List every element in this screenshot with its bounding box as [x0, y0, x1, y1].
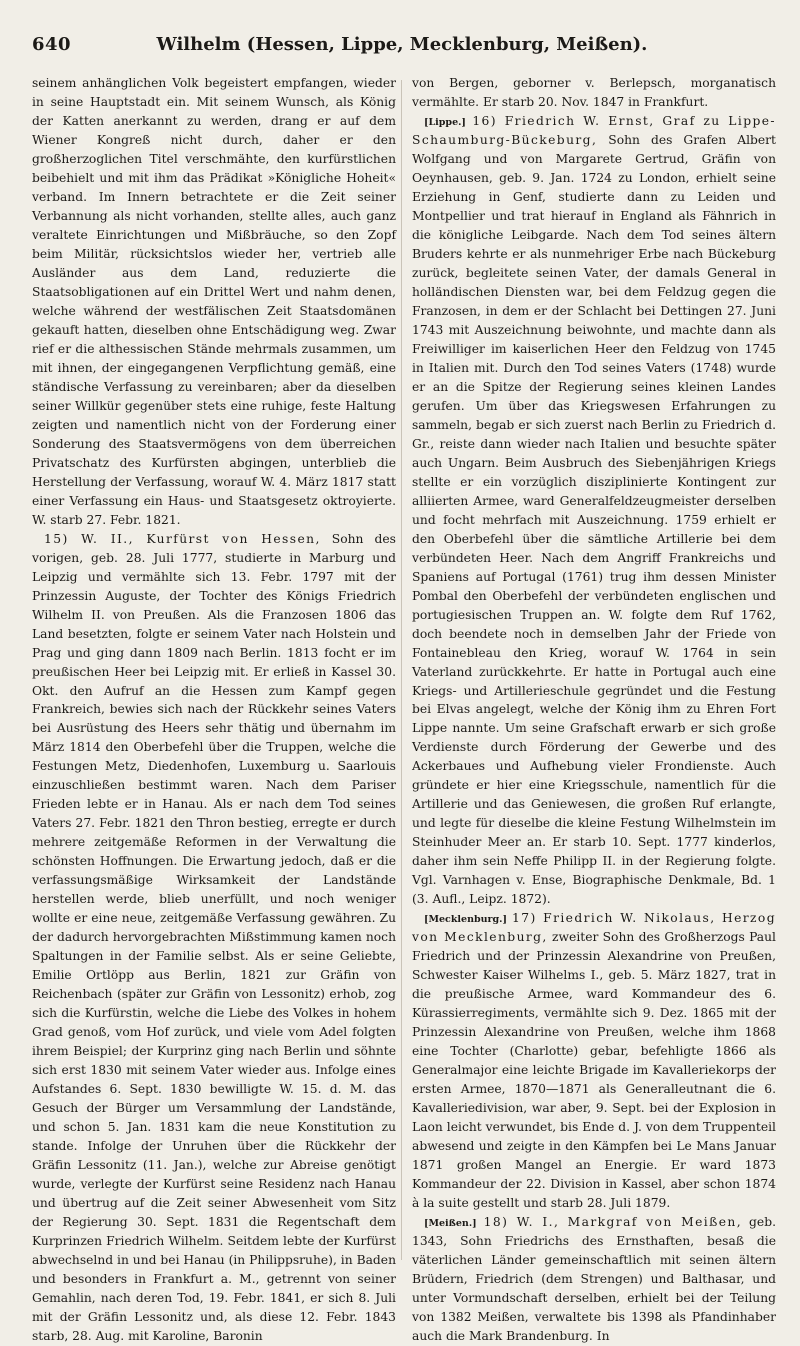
entry-17: [412, 909, 776, 1213]
entry-16-heading: 16) Friedrich W. Ernst, Graf zu Lippe-Schaumburg-Bückeburg,: [412, 113, 776, 147]
section-tag-mecklenburg: [Mecklenburg.]: [424, 914, 507, 926]
section-tag-meissen: [Meißen.]: [424, 1218, 477, 1230]
entry-16-text: Sohn des Grafen Albert Wolfgang und von Margarete Gertrud, Gräfin von Oeynhausen, geb. 9. Jan. 1724 zu London, erhielt seine Erziehung in Genf, studierte dann zu Leiden und Montpellier und trat hierauf in England als Fähnrich in die königliche Leibgarde. Nach dem Tod seines ältern Bruders kehrte er als nunmehriger Erbe nach Bückeburg zurück, begleitete seinen Vater, der damals General in holländischen Diensten war, bei dem Feldzug gegen die Franzosen, in dem er der Schlacht bei Dettingen 27. Juni 1743 mit Auszeichnung beiwohnte, und machte dann als Freiwilliger im kaiserlichen Heer den Feldzug von 1745 in Italien mit. Durch den Tod seines Vaters (1748) wurde er an die Spitze der Regierung seines kleinen Landes gerufen. Um über das Kriegswesen Erfahrungen zu sammeln, begab er sich zuerst nach Berlin zu Friedrich d. Gr., reiste dann wieder nach Italien und besuchte später auch Ungarn. Beim Ausbruch des Siebenjährigen Kriegs stellte er ein vorzüglich disziplinierte Kontingent zur alliierten Armee, ward Generalfeldzeugmeister derselben und focht mehrfach mit Auszeichnung. 1759 erhielt er den Oberbefehl über die sämtliche Artillerie bei dem verbündeten Heer. Nach dem Angriff Frankreichs und Spaniens auf Portugal (1761) trug ihm dessen Minister Pombal den Oberbefehl der verbündeten englischen und portugiesischen Truppen an. W. folgte dem Ruf 1762, doch beendete noch in demselben Jahr der Friede von Fontainebleau den Krieg, worauf W. 1764 in sein Vaterland zurückkehrte. Er hatte in Portugal auch eine Kriegs- und Artillerieschule gegründet und die Festung bei Elvas angelegt, welche der König ihm zu Ehren Fort Lippe nannte. Um seine Grafschaft erwarb er sich große Verdienste durch Förderung der Gewerbe und des Ackerbaues und Aufhebung vieler Frondienste. Auch gründete er hier eine Kriegsschule, namentlich für die Artillerie und das Geniewesen, die großen Ruf erlangte, und legte für dieselbe die kleine Festung Wilhelmstein im Steinhuder Meer an. Er starb 10. Sept. 1777 kinderlos, daher ihm sein Neffe Philipp II. in der Regierung folgte. Vgl. Varnhagen v. Ense, Biographische Denkmale, Bd. 1 (3. Aufl., Leipz. 1872).: [412, 132, 776, 907]
entry-18-text: geb. 1343, Sohn Friedrichs des Ernsthaften, besaß die väterlichen Länder gemeinschaftlich mit seinen ältern Brüdern, Friedrich (dem Strengen) und Balthasar, und unter Vormundschaft derselben, erhielt bei der Teilung von 1382 Meißen, verwaltete bis 1398 als Pfandinhaber auch die Mark Brandenburg. In: [412, 1215, 776, 1343]
entry-15: [32, 530, 396, 1346]
entry-17-text: zweiter Sohn des Großherzogs Paul Friedrich und der Prinzessin Alexandrine von Preußen, Schwester Kaiser Wilhelms I., geb. 5. März 1827, trat in die preußische Armee, ward Kommandeur des 6. Kürassierregiments, vermählte sich 9. Dez. 1865 mit der Prinzessin Alexandrine von Preußen, welche ihm 1868 eine Tochter (Charlotte) gebar, befehligte 1866 als Generalmajor eine leichte Brigade im Kavalleriekorps der ersten Armee, 1870—1871 als Generalleutnant die 6. Kavalleriedivision, war aber, 9. Sept. bei der Explosion in Laon leicht verwundet, bis Ende d. J. von dem Truppenteil abwesend und zeigte in den Kämpfen bei Le Mans Januar 1871 großen Mangel an Energie. Er ward 1873 Kommandeur der 22. Division in Kassel, aber schon 1874 à la suite gestellt und starb 28. Juli 1879.: [412, 930, 776, 1211]
page-number: 640: [32, 34, 72, 55]
page-header: [32, 34, 772, 64]
entry-16: [412, 112, 776, 909]
entry-18: [412, 1213, 776, 1346]
entry-14-continuation: seinem anhänglichen Volk begeistert empfangen, wieder in seine Hauptstadt ein. Mit seinem Wunsch, als König der Katten anerkannt zu werden, drang er auf dem Wiener Kongreß nicht durch, daher er den großherzoglichen Titel verschmähte, den kurfürstlichen beibehielt und mit ihm das Prädikat »Königliche Hoheit« verband. Im Innern betrachtete er die Zeit seiner Verbannung als nicht vorhanden, stellte alles, auch ganz veraltete Einrichtungen und Mißbräuche, so den Zopf beim Militär, rücksichtslos wieder her, vertrieb alle Ausländer aus dem Land, reduzierte die Staatsobligationen auf ein Drittel Wert und nahm denen, welche während der westfälischen Zeit Staatsdomänen gekauft hatten, dieselben ohne Entschädigung weg. Zwar rief er die althessischen Stände mehrmals zusammen, um mit ihnen, der eingegangenen Verpflichtung gemäß, eine ständische Verfassung zu vereinbaren; aber da dieselben seiner Willkür gegenüber stets eine ruhige, feste Haltung zeigten und namentlich nicht von der Forderung einer Sonderung des Staatsvermögens von dem überreichen Privatschatz des Kurfürsten abgingen, unterblieb die Herstellung der Verfassung, worauf W. 4. März 1817 statt einer Verfassung ein Haus- und Staatsgesetz oktroyierte. W. starb 27. Febr. 1821.: [32, 76, 396, 527]
text-columns: [32, 74, 776, 1343]
entry-18-heading: 18) W. I., Markgraf von Meißen,: [483, 1215, 743, 1230]
entry-15-heading: 15) W. II., Kurfürst von Hessen,: [44, 531, 321, 546]
section-tag-lippe: [Lippe.]: [424, 116, 466, 128]
right-column: [412, 74, 776, 1343]
running-title: Wilhelm (Hessen, Lippe, Mecklenburg, Meißen).: [156, 34, 648, 55]
entry-17-heading: 17) Friedrich W. Nikolaus, Herzog von Mecklenburg,: [412, 911, 776, 945]
left-column: [32, 74, 396, 1343]
entry-15-text: Sohn des vorigen, geb. 28. Juli 1777, studierte in Marburg und Leipzig und vermählte sich 13. Febr. 1797 mit der Prinzessin Auguste, der Tochter des Königs Friedrich Wilhelm II. von Preußen. Als die Franzosen 1806 das Land besetzten, folgte er seinem Vater nach Holstein und Prag und ging dann 1809 nach Berlin. 1813 focht er im preußischen Heer bei Leipzig mit. Er erließ in Kassel 30. Okt. den Aufruf an die Hessen zum Kampf gegen Frankreich, bewies sich nach der Rückkehr seines Vaters bei Ausrüstung des Heers sehr thätig und übernahm im März 1814 den Oberbefehl über die Truppen, welche die Festungen Metz, Diedenhofen, Luxemburg u. Saarlouis einzuschließen bestimmt waren. Nach dem Pariser Frieden lebte er in Hanau. Als er nach dem Tod seines Vaters 27. Febr. 1821 den Thron bestieg, erregte er durch mehrere zeitgemäße Reformen in der Verwaltung die schönsten Hoffnungen. Die Erwartung jedoch, daß er die verfassungsmäßige Wirksamkeit der Landstände herstellen werde, blieb unerfüllt, und noch weniger wollte er eine neue, zeitgemäße Verfassung gewähren. Zu der dadurch hervorgebrachten Mißstimmung kamen noch Spaltungen in der Familie selbst. Als er seine Geliebte, Emilie Ortlöpp aus Berlin, 1821 zur Gräfin von Reichenbach (später zur Gräfin von Lessonitz) erhob, zog sich die Kurfürstin, welche die Liebe des Volkes in hohem Grad genoß, vom Hof zurück, und viele vom Adel folgten ihrem Beispiel; der Kurprinz ging nach Berlin und söhnte sich erst 1830 mit seinem Vater wieder aus. Infolge eines Aufstandes 6. Sept. 1830 bewilligte W. 15. d. M. das Gesuch der Bürger um Versammlung der Landstände, und schon 5. Jan. 1831 kam die neue Konstitution zu stande. Infolge der Unruhen über die Rückkehr der Gräfin Lessonitz (11. Jan.), welche zur Abreise genötigt wurde, verlegte der Kurfürst seine Residenz nach Hanau und übertrug auf die Zeit seiner Abwesenheit vom Sitz der Regierung 30. Sept. 1831 die Regentschaft dem Kurprinzen Friedrich Wilhelm. Seitdem lebte der Kurfürst abwechselnd in und bei Hanau (in Philippsruhe), in Baden und besonders in Frankfurt a. M., getrennt von seiner Gemahlin, nach deren Tod, 19. Febr. 1841, er sich 8. Juli mit der Gräfin Lessonitz und, als diese 12. Febr. 1843 starb, 28. Aug. mit Karoline, Baronin: [32, 531, 396, 1343]
entry-15-continuation: von Bergen, geborner v. Berlepsch, morganatisch vermählte. Er starb 20. Nov. 1847 in Frankfurt.: [412, 76, 776, 109]
